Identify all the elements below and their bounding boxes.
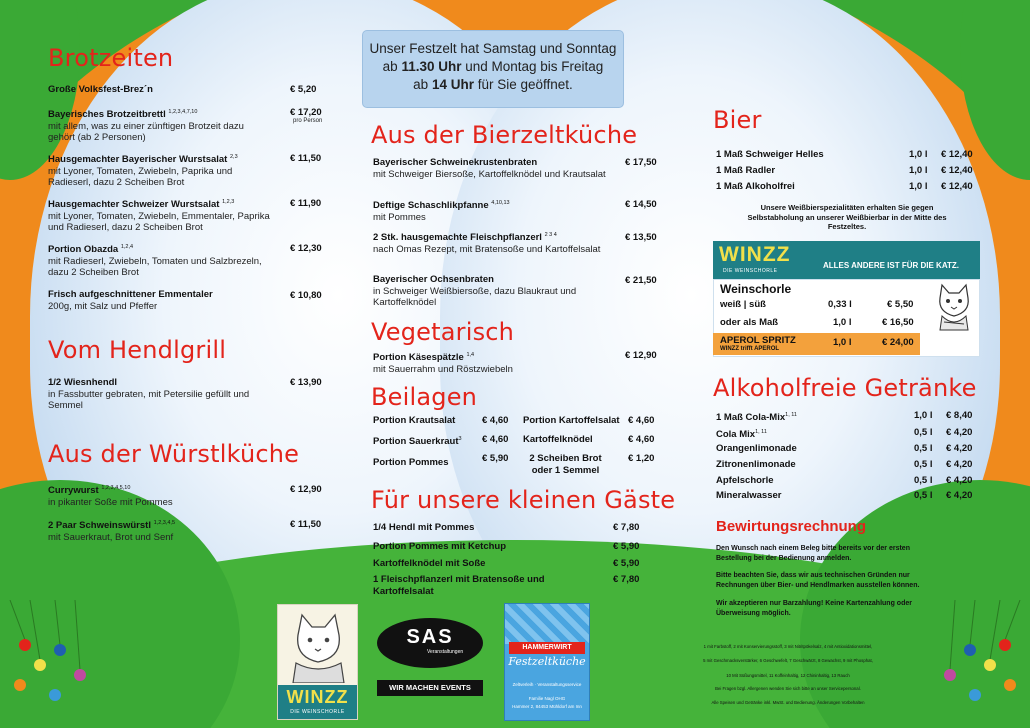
notice-line-2: ab 11.30 Uhr und Montag bis Freitag: [382, 59, 604, 74]
drink-item: 1 Maß Alkoholfrei: [716, 181, 795, 192]
drink-price: € 4,20: [946, 490, 973, 501]
sas-logo: [377, 618, 483, 668]
menu-item: Frisch aufgeschnittener Emmentaler 200g, mit Salz und Pfeffer: [48, 289, 213, 312]
menu-item: Portion Käsespätzle $^{1,4}$ mit Sauerrahm und Röstzwiebeln: [373, 352, 513, 375]
drink-price: € 12,40: [941, 165, 973, 176]
hammerwirt-subtitle: Festzeltküche: [508, 655, 586, 668]
hammerwirt-line: Zeltverleih · Veranstaltungsservice: [512, 682, 582, 687]
bewirtung-p1: Den Wunsch nach einem Beleg bitte bereits vor der ersten Bestellung bei der Bedienung anmelden.: [716, 545, 910, 562]
kids-item-price: € 7,80: [613, 574, 640, 585]
drink-size: 1,0 l: [909, 149, 928, 160]
side-item-price: € 4,60: [482, 434, 509, 445]
section-title-bewirtung: Bewirtungsrechnung: [716, 518, 867, 535]
carousel-right-icon: [920, 600, 1030, 728]
kids-item-price: € 7,80: [613, 522, 640, 533]
drink-price: € 4,20: [946, 459, 973, 470]
winzz-slogan: ALLES ANDERE IST FÜR DIE KATZ.: [823, 261, 959, 270]
price-note: pro Person: [293, 118, 323, 124]
weinschorle-size: 1,0 l: [833, 317, 852, 328]
side-item-price: € 4,60: [482, 415, 509, 426]
aperol-sub: WINZZ trifft APEROL: [720, 346, 780, 352]
winzz-logo-box: [277, 604, 358, 720]
kids-item: 1 Fleischpflanzerl mit Bratensoße und Kartoffelsalat: [373, 574, 545, 597]
hammerwirt-pattern: [505, 604, 589, 644]
side-item: Kartoffelknödel: [523, 434, 593, 445]
kids-item: Portion Pommes mit Ketchup: [373, 541, 507, 552]
opening-hours-notice: [362, 30, 624, 108]
menu-item-price: € 17,50: [625, 157, 657, 168]
carousel-left-icon: [0, 600, 110, 728]
section-title-brotzeiten: Brotzeiten: [48, 44, 174, 72]
section-title-bierzeltkueche: Aus der Bierzeltküche: [371, 121, 638, 149]
drink-price: € 12,40: [941, 181, 973, 192]
menu-item: Currywurst $^{1,2,3,4,5,10}$ in pikanter Soße mit Pommes: [48, 485, 173, 508]
drink-item: Mineralwasser: [716, 490, 782, 501]
section-title-wurstlkueche: Aus der Würstlküche: [48, 440, 300, 468]
sas-logo-subtext: Veranstaltungen: [427, 649, 464, 655]
menu-item-price: € 10,80: [290, 290, 322, 301]
winzz-banner: [713, 241, 980, 279]
kids-item: Kartoffelknödel mit Soße: [373, 558, 486, 569]
section-title-beilagen: Beilagen: [371, 383, 478, 411]
menu-item-price: € 13,90: [290, 377, 322, 388]
menu-item-price: € 5,20: [290, 84, 317, 95]
section-title-hendlgrill: Vom Hendlgrill: [48, 336, 227, 364]
drink-item: Cola Mix$^{1, 11}$: [716, 429, 767, 441]
notice-line-3: ab 14 Uhr für Sie geöffnet.: [413, 77, 573, 92]
section-title-vegetarisch: Vegetarisch: [371, 318, 515, 346]
drink-size: 0,5 l: [914, 459, 933, 470]
drink-size: 1,0 l: [914, 410, 933, 421]
winzz-cat-icon: [278, 605, 359, 683]
side-item-price: € 4,60: [628, 434, 655, 445]
winzz-logo-sub: DIE WEINSCHORLE: [723, 268, 778, 274]
allergen-line-2: 5 mit Geschmacksverstärker, 6 Geschwefelt, 7 Geschwärzt, 8 Gewachst, 9 mit Phosphat,: [703, 658, 873, 663]
drink-size: 0,5 l: [914, 475, 933, 486]
drink-size: 1,0 l: [909, 181, 928, 192]
drink-item: 1 Maß Cola-Mix$^{1, 11}$: [716, 412, 797, 424]
menu-item-price: € 12,90: [290, 484, 322, 495]
section-title-kinder: Für unsere kleinen Gäste: [371, 486, 676, 514]
side-item: Portion Sauerkraut$^3$: [373, 436, 462, 448]
sas-logo-text: SAS: [406, 626, 454, 648]
menu-item: Bayerischer Schweinekrustenbraten mit Schweiger Biersoße, Kartoffelknödel und Krautsalat: [373, 157, 606, 180]
weissbier-note: Unsere Weißbierspezialitäten erhalten Sie gegen Selbstabholung an unserer Weißbierbar in der Mitte des Festzeltes.: [747, 203, 947, 231]
section-title-bier: Bier: [713, 106, 762, 134]
section-title-alkoholfrei: Alkoholfreie Getränke: [713, 374, 977, 402]
menu-item: Hausgemachter Bayerischer Wurstsalat $^{2,3}$ mit Lyoner, Tomaten, Zwiebeln, Paprika und Radieserl, dazu 2 Scheiben Brot: [48, 154, 238, 189]
drink-item: Zitronenlimonade: [716, 459, 796, 470]
menu-item: Bayerisches Brotzeitbrettl $^{1,2,3,4,7,10}$ mit allem, was zu einer zünftigen Brotzeit dazu gehört (ab 2 Personen): [48, 109, 244, 144]
side-item: Portion Kartoffelsalat: [523, 415, 620, 426]
weinschorle-price: € 16,50: [882, 317, 914, 328]
menu-item-price: € 11,50: [290, 153, 322, 164]
hammerwirt-addr1: Familie Nagl OHG: [528, 696, 566, 701]
drink-item: 1 Maß Radler: [716, 165, 776, 176]
side-item-price: € 5,90: [482, 453, 509, 464]
menu-item: Portion Obazda $^{1,2,4}$ mit Radieserl, Zwiebeln, Tomaten und Salzbrezeln, dazu 2 Scheiben Brot: [48, 244, 262, 279]
menu-item: 2 Stk. hausgemachte Fleischpflanzerl $^{2 3 4}$ nach Omas Rezept, mit Bratensoße und Kartoffelsalat: [373, 232, 601, 255]
menu-item-price: € 21,50: [625, 275, 657, 286]
weinschorle-row: oder als Maß: [720, 317, 779, 328]
menu-item-price: € 11,90: [290, 198, 322, 209]
menu-item-price: € 11,50: [290, 519, 322, 530]
drink-item: Apfelschorle: [716, 475, 774, 486]
weinschorle-price: € 5,50: [887, 299, 914, 310]
menu-item: Große Volksfest-Brez´n: [48, 84, 153, 95]
winzz-logo: WINZZ: [719, 243, 791, 266]
notice-line-1: Unser Festzelt hat Samstag und Sonntag: [369, 41, 617, 56]
side-item: Portion Pommes: [373, 457, 449, 468]
allergen-line-3: 10 Mit Süßungsmittel, 11 Koffeinhaltig, 12 Chininhaltig, 13 Rauch: [726, 673, 850, 678]
side-item: Portion Krautsalat: [373, 415, 456, 426]
bewirtung-p3: Wir akzeptieren nur Barzahlung! Keine Kartenzahlung oder Überweisung möglich.: [716, 600, 912, 617]
allergen-line-1: 1 mit Farbstoff, 2 mit Konservierungsstoff, 3 mit Nitritpökelsalz, 4 mit Antioxidationsmittel,: [703, 644, 873, 649]
kids-item: 1/4 Hendl mit Pommes: [373, 522, 475, 533]
drink-price: € 4,20: [946, 427, 973, 438]
menu-item: 2 Paar Schweinswürstl $^{1,2,3,4,5}$ mit Sauerkraut, Brot und Senf: [48, 520, 176, 543]
winzz-logo-text: WINZZ: [286, 687, 349, 707]
menu-item-price: € 12,30: [290, 243, 322, 254]
aperol-size: 1,0 l: [833, 337, 852, 348]
drink-price: € 4,20: [946, 475, 973, 486]
drink-price: € 12,40: [941, 149, 973, 160]
menu-item: Bayerischer Ochsenbraten in Schweiger Weißbiersoße, dazu Blaukraut und Kartoffelknödel: [373, 274, 577, 308]
cat-icon: [934, 282, 974, 332]
menu-item-price: € 14,50: [625, 199, 657, 210]
kids-item-price: € 5,90: [613, 558, 640, 569]
allergen-line-4: Bei Fragen bzgl. Allergenen wenden Sie sich bitte an unser Servicepersonal.: [715, 686, 861, 691]
drink-size: 0,5 l: [914, 427, 933, 438]
drink-item: 1 Maß Schweiger Helles: [716, 149, 824, 160]
weinschorle-title: Weinschorle: [720, 282, 792, 296]
drink-price: € 4,20: [946, 443, 973, 454]
hammerwirt-addr2: Hammer 2, 84453 Mühldorf am Inn: [512, 704, 582, 709]
drink-item: Orangenlimonade: [716, 443, 797, 454]
side-item: 2 Scheiben Brot oder 1 Semmel: [529, 453, 602, 476]
aperol-price: € 24,00: [882, 337, 914, 348]
weinschorle-size: 0,33 l: [828, 299, 852, 310]
weinschorle-row: weiß | süß: [720, 299, 766, 310]
drink-size: 0,5 l: [914, 490, 933, 501]
hammerwirt-logo: [504, 603, 590, 721]
allergen-line-5: Alle Speisen und Getränke inkl. MwSt. und Bedienung. Änderungen Vorbehalten: [711, 700, 865, 705]
side-item-price: € 1,20: [628, 453, 655, 464]
aperol-name: APEROL SPRITZ: [720, 335, 796, 346]
menu-item: 1/2 Wiesnhendl in Fassbutter gebraten, mit Petersilie gefüllt und Semmel: [48, 377, 250, 411]
drink-size: 1,0 l: [909, 165, 928, 176]
menu-item: Deftige Schaschlikpfanne $^{4,10,13}$ mit Pommes: [373, 200, 510, 223]
hammerwirt-title: HAMMERWIRT: [509, 642, 585, 654]
winzz-logo-subtext: DIE WEINSCHORLE: [290, 709, 345, 715]
sas-slogan: WIR MACHEN EVENTS: [377, 680, 483, 696]
menu-item-price: € 13,50: [625, 232, 657, 243]
drink-size: 0,5 l: [914, 443, 933, 454]
menu-item-price: € 17,20: [290, 107, 322, 118]
kids-item-price: € 5,90: [613, 541, 640, 552]
bewirtung-p2: Bitte beachten Sie, dass wir aus technischen Gründen nur Rechnungen über Bier- und Hendlmarken ausstellen können.: [716, 572, 920, 589]
side-item-price: € 4,60: [628, 415, 655, 426]
menu-item: Hausgemachter Schweizer Wurstsalat $^{1,2,3}$ mit Lyoner, Tomaten, Zwiebeln, Emmentaler, Paprika und Radieserl, dazu 2 Scheiben Brot: [48, 199, 270, 234]
drink-price: € 8,40: [946, 410, 973, 421]
menu-item-price: € 12,90: [625, 350, 657, 361]
